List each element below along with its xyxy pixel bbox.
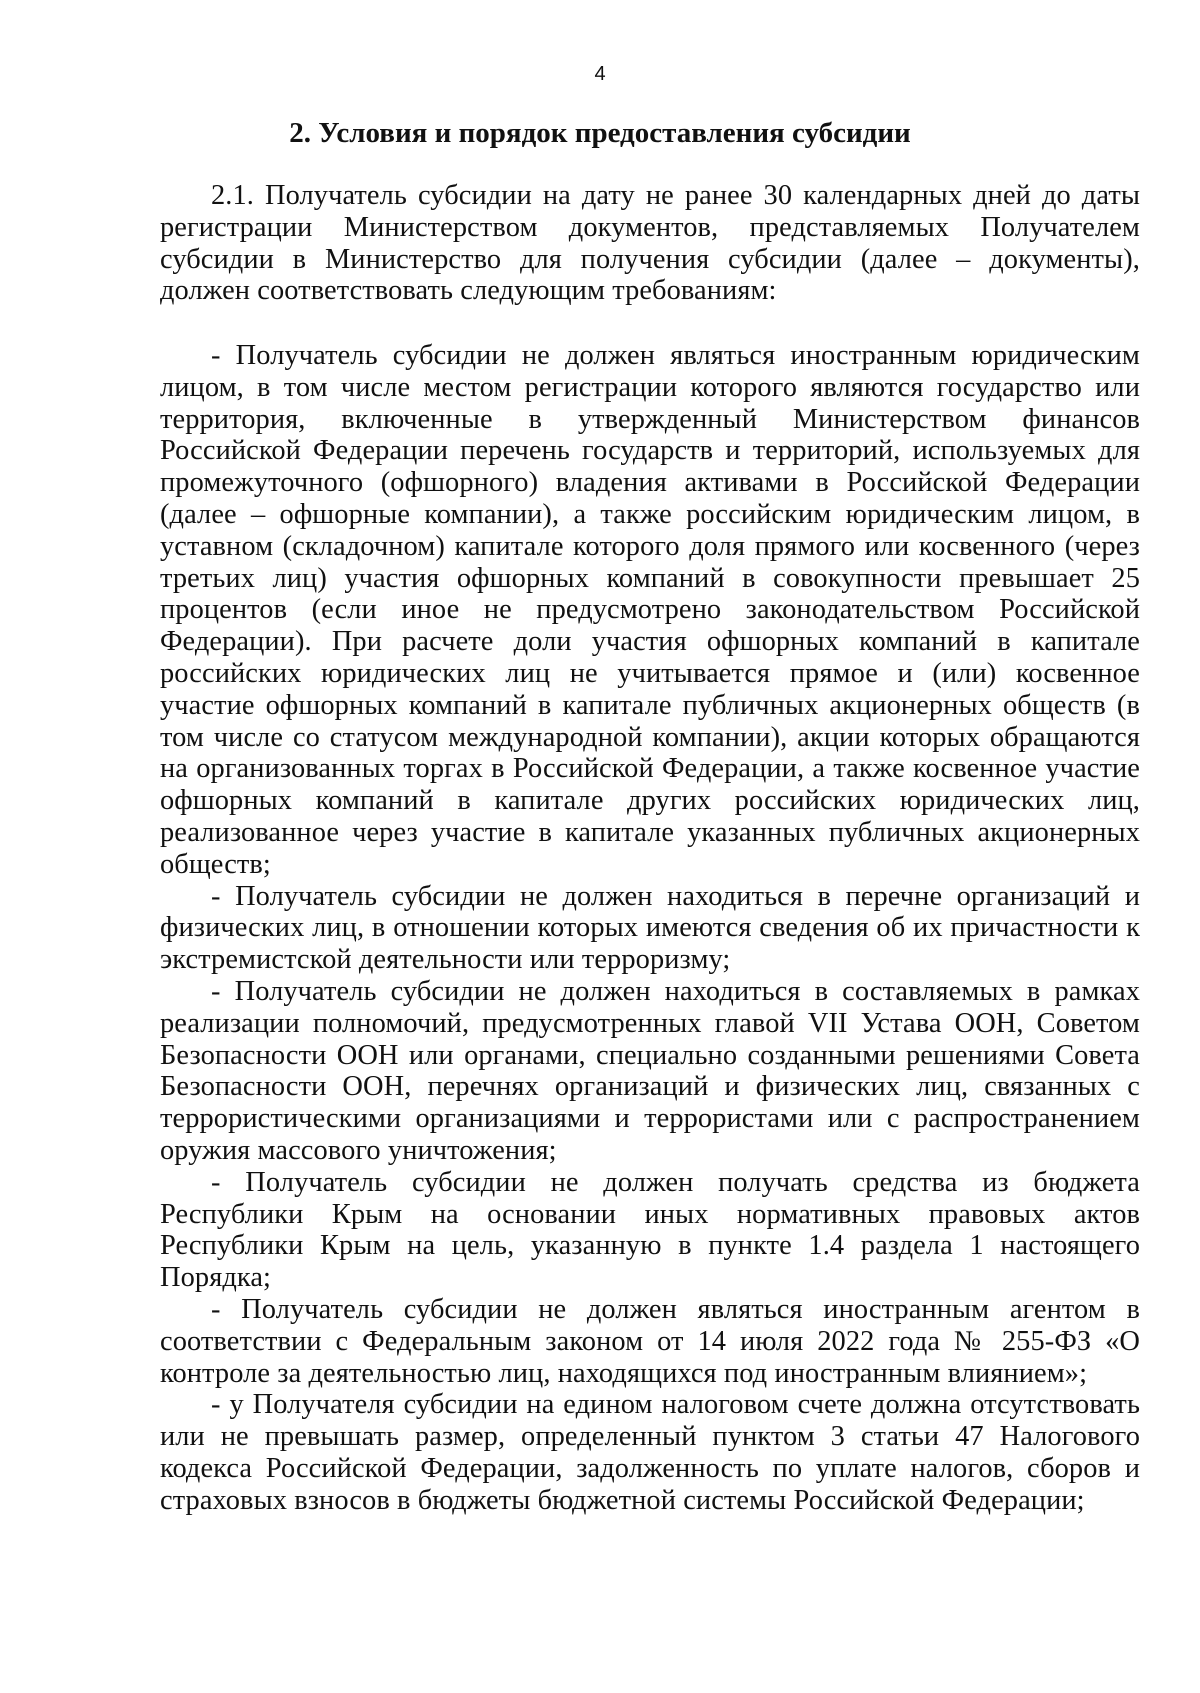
requirement-paragraph: - Получатель субсидии не должен являться иностранным юридическим лицом, в том числе местом регистрации которого являются государство или территория, включенные в утвержденный Министерством финансов Российской Федерации перечень государств и территорий, используемых для промежуточного (офшорного) владения активами в Российской Федерации (далее – офшорные компании), а также российским юридическим лицом, в уставном (складочном) капитале которого доля прямого или косвенного (через третьих лиц) участия офшорных компаний в совокупности превышает 25 процентов (если иное не предусмотрено законодательством Российской Федерации). При расчете доли участия офшорных компаний в капитале российских юридических лиц не учитывается прямое и (или) косвенное участие офшорных компаний в капитале публичных акционерных обществ (в том числе со статусом международной компании), акции которых обращаются на организованных торгах в Российской Федерации, а также косвенное участие офшорных компаний в капитале других российских юридических лиц, реализованное через участие в капитале указанных публичных акционерных обществ; <box>160 340 1140 880</box>
intro-block <box>160 180 1140 307</box>
section-heading: 2. Условия и порядок предоставления субсидии <box>289 117 911 149</box>
intro-paragraph: 2.1. Получатель субсидии на дату не ранее 30 календарных дней до даты регистрации Министерством документов, представляемых Получателем субсидии в Министерство для получения субсидии (далее – документы), должен соответствовать следующим требованиям: <box>160 180 1140 307</box>
requirement-paragraph: - у Получателя субсидии на едином налоговом счете должна отсутствовать или не превышать размер, определенный пунктом 3 статьи 47 Налогового кодекса Российской Федерации, задолженность по уплате налогов, сборов и страховых взносов в бюджеты бюджетной системы Российской Федерации; <box>160 1389 1140 1516</box>
requirement-paragraph: - Получатель субсидии не должен являться иностранным агентом в соответствии с Федеральным законом от 14 июля 2022 года № 255-ФЗ «О контроле за деятельностью лиц, находящихся под иностранным влиянием»; <box>160 1293 1140 1389</box>
requirement-paragraph: - Получатель субсидии не должен находиться в перечне организаций и физических лиц, в отношении которых имеются сведения об их причастности к экстремистской деятельности или терроризму; <box>160 880 1140 976</box>
requirements-list <box>160 340 1140 1516</box>
page-number: 4 <box>594 63 606 85</box>
requirement-paragraph: - Получатель субсидии не должен находиться в составляемых в рамках реализации полномочий, предусмотренных главой VII Устава ООН, Советом Безопасности ООН или органами, специально созданными решениями Совета Безопасности ООН, перечнях организаций и физических лиц, связанных с террористическими организациями и террористами или с распространением оружия массового уничтожения; <box>160 975 1140 1166</box>
requirement-paragraph: - Получатель субсидии не должен получать средства из бюджета Республики Крым на основании иных нормативных правовых актов Республики Крым на цель, указанную в пункте 1.4 раздела 1 настоящего Порядка; <box>160 1166 1140 1294</box>
